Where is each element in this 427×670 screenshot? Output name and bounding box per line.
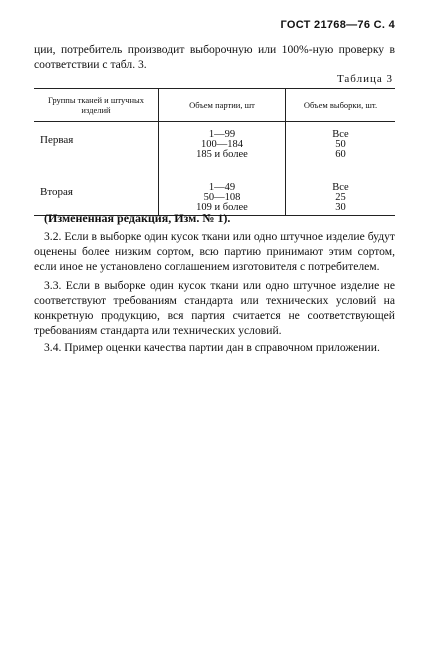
sample-size-value: 60 bbox=[335, 149, 346, 161]
lot-size-value: 100—184 bbox=[201, 139, 243, 151]
sample-size-value: 25 bbox=[335, 191, 346, 203]
group-name: Вторая bbox=[34, 173, 159, 216]
sampling-table bbox=[34, 88, 395, 216]
amendment-note: (Измененная редакция, Изм. № 1). bbox=[44, 211, 231, 225]
sample-size-cell bbox=[286, 173, 396, 216]
lot-size-cell bbox=[159, 122, 286, 173]
sample-size-value: 50 bbox=[335, 139, 346, 151]
lot-size-cell bbox=[159, 173, 286, 216]
sample-size-cell bbox=[286, 122, 396, 173]
continuation-paragraph: ции, потребитель производит выборочную или 100%-ную проверку в соответствии с табл. 3. bbox=[34, 43, 395, 71]
sample-size-value: 30 bbox=[335, 201, 346, 213]
table-row bbox=[34, 173, 395, 216]
table-row bbox=[34, 122, 395, 173]
sample-size-value: Все bbox=[332, 181, 349, 193]
lot-size-value: 185 и более bbox=[196, 149, 248, 161]
table-caption: Таблица 3 bbox=[336, 73, 393, 85]
paragraph-3-4: 3.4. Пример оценки качества партии дан в справочном приложении. bbox=[44, 341, 380, 354]
column-header-group: Группы тканей и штучных изделий bbox=[34, 89, 159, 122]
lot-size-value: 1—99 bbox=[208, 129, 236, 140]
paragraph-3-2: 3.2. Если в выборке один кусок ткани или одно штучное изделие будут оценены более низким сортом, всю партию принимают этим сортом, если иное не установлено соглашением изготовителя с потребителем. bbox=[34, 230, 395, 273]
lot-size-value: 50—108 bbox=[203, 191, 241, 203]
paragraph-3-3: 3.3. Если в выборке один кусок ткани или одно штучное изделие не соответствуют требованиям стандарта или технических условий на конкретную продукцию, вся партия считается не соответствующей требованиям стандарта или технических условий. bbox=[34, 279, 395, 337]
column-header-sample-size: Объем выборки, шт. bbox=[286, 89, 396, 122]
table-header-row bbox=[34, 89, 395, 122]
lot-size-value: 1—49 bbox=[208, 181, 236, 193]
lot-size-value: 109 и более bbox=[196, 201, 248, 213]
column-header-lot-size: Объем партии, шт bbox=[159, 89, 286, 122]
sample-size-value: Все bbox=[332, 129, 349, 140]
group-name: Первая bbox=[40, 134, 74, 146]
page-header: ГОСТ 21768—76 С. 4 bbox=[280, 19, 395, 31]
